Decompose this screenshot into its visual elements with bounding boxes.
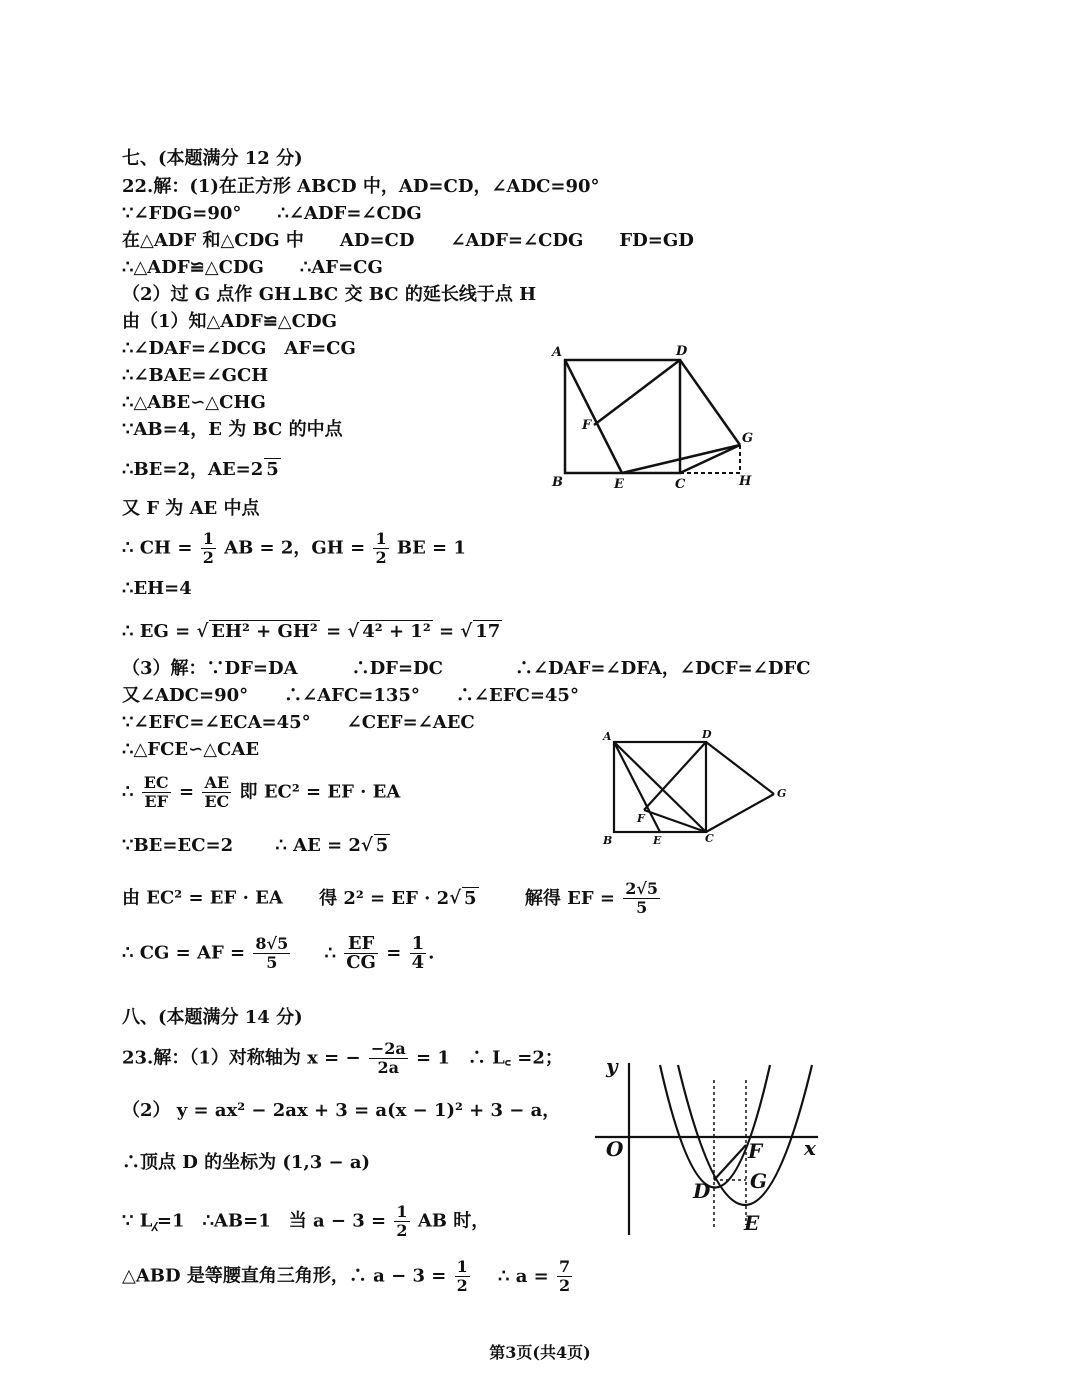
axis-line xyxy=(122,1040,563,1077)
period: . xyxy=(428,942,435,964)
fraction: $\frac{1}{2}$ xyxy=(456,1257,468,1295)
therefore: ∴ xyxy=(122,781,134,803)
ratio-line xyxy=(122,774,400,811)
label-d: D xyxy=(676,344,688,359)
label-a: A xyxy=(552,345,563,360)
be-ec-text: ∵BE=EC=2 xyxy=(122,835,234,856)
label-e: E xyxy=(614,477,624,492)
segment-dg xyxy=(706,742,774,794)
fraction: $\frac{EF}{CG}$ xyxy=(346,933,376,973)
section-8-title: 八、(本题满分 14 分) xyxy=(122,1007,303,1028)
ab-text: AB = 2，GH = xyxy=(224,537,366,559)
solution-line: ∴△ABE∽△CHG xyxy=(122,392,266,413)
sqrt-radicand: EH² + GH² xyxy=(211,621,318,642)
be-ae-text: ∴BE=2，AE=2 xyxy=(122,459,264,480)
solution-line: 又∠ADC=90° ∴∠AFC=135° ∴∠EFC=45° xyxy=(122,685,579,706)
solution-line: ∴∠DAF=∠DCG AF=CG xyxy=(122,338,356,359)
label-c: C xyxy=(675,477,686,492)
sqrt-radicand: 4² + 1² xyxy=(362,621,431,642)
label-d: D xyxy=(693,1179,711,1203)
fraction: $\frac{1}{4}$ xyxy=(411,933,425,973)
page-footer: 第3页(共4页) xyxy=(489,1343,591,1362)
label-e: E xyxy=(653,834,662,847)
square-abcd xyxy=(565,360,680,473)
axis-text: 23.解：（1）对称轴为 x = − xyxy=(122,1047,361,1069)
equation-line: （2） y = ax² − 2ax + 3 = a(x − 1)² + 3 − a， xyxy=(122,1100,561,1121)
eg-text: ∴ EG = xyxy=(122,621,191,642)
therefore: ∴ xyxy=(324,942,336,964)
ab-when-text: AB 时， xyxy=(417,1210,490,1232)
label-f: F xyxy=(748,1139,763,1163)
label-e: E xyxy=(744,1211,760,1235)
equals: = xyxy=(386,942,402,964)
fraction: $\frac{8√5}{5}$ xyxy=(255,934,289,972)
fraction: $\frac{7}{2}$ xyxy=(559,1257,571,1295)
eg-line: ∴ EG = √ EH² + GH² = √ 4² + 1² = √ 17 xyxy=(122,621,501,642)
solution-line: ∵AB=4，E 为 BC 的中点 xyxy=(122,419,343,440)
eh-line: ∴EH=4 xyxy=(122,578,192,599)
label-g: G xyxy=(750,1169,768,1193)
cg-line xyxy=(122,935,434,972)
f-midpoint-line: 又 F 为 AE 中点 xyxy=(122,498,260,519)
ab-line xyxy=(122,1203,489,1240)
be-text: BE = 1 xyxy=(396,537,466,559)
label-f: F xyxy=(582,418,592,433)
segment-dg xyxy=(680,360,740,445)
segment-fd xyxy=(644,742,706,810)
label-g: G xyxy=(742,431,754,446)
geometry-figure-2 xyxy=(598,726,798,851)
solution-line: ∵∠EFC=∠ECA=45° ∠CEF=∠AEC xyxy=(122,712,475,733)
segment-cg xyxy=(680,445,740,473)
label-y: y xyxy=(606,1054,618,1078)
fraction: $\frac{EC}{EF}$ xyxy=(143,773,169,811)
solution-line: 在△ADF 和△CDG 中 AD=CD ∠ADF=∠CDG FD=GD xyxy=(122,230,694,251)
sqrt-radicand: 17 xyxy=(475,621,501,642)
geometry-figure-1 xyxy=(545,340,765,495)
label-g: G xyxy=(777,787,787,800)
sqrt-radicand: 5 xyxy=(464,887,477,909)
segment-fd xyxy=(594,360,680,425)
label-o: O xyxy=(606,1137,624,1161)
be-ec-line: ∵BE=EC=2 ∴ AE = 2√ 5 xyxy=(122,835,389,856)
ratio-text: 即 EC² = EF · EA xyxy=(239,781,401,803)
fraction: $\frac{AE}{EC}$ xyxy=(204,773,230,811)
triangle-line xyxy=(122,1258,574,1295)
segment-ae xyxy=(565,360,622,473)
segment-cg xyxy=(706,794,774,832)
fraction: $\frac{2√5}{5}$ xyxy=(625,879,659,917)
be-ae-line xyxy=(122,458,281,481)
section-7-title: 七、(本题满分 12 分) xyxy=(122,148,303,169)
solution-line: （3）解：∵DF=DA ∴DF=DC ∴∠DAF=∠DFA，∠DCF=∠DFC xyxy=(122,658,811,679)
parabola-figure xyxy=(590,1045,830,1240)
solution-line: ∴∠BAE=∠GCH xyxy=(122,365,269,386)
equals: = xyxy=(178,781,195,803)
label-h: H xyxy=(739,474,752,489)
ec2-text: 由 EC² = EF · EA xyxy=(122,887,283,909)
ch-gh-line xyxy=(122,530,466,567)
de-text: 得 2² = EF · 2 xyxy=(319,887,450,909)
label-c: C xyxy=(705,832,714,845)
segment-df xyxy=(714,1145,746,1180)
ec2-line: 由 EC² = EF · EA 得 2² = EF · 2√ 5 解得 EF = $\frac{2√5}{5}$ xyxy=(122,879,659,917)
solution-line: ∴△FCE∽△CAE xyxy=(122,739,260,760)
segment-ac xyxy=(614,742,706,832)
solution-line: （2）过 G 点作 GH⊥BC 交 BC 的延长线于点 H xyxy=(122,284,537,305)
cg-text: ∴ CG = AF = xyxy=(122,942,246,964)
vertex-line: ∴顶点 D 的坐标为 (1,3 − a) xyxy=(122,1152,371,1173)
equals: = xyxy=(438,621,455,642)
solution-line: ∴△ADF≌△CDG ∴AF=CG xyxy=(122,257,383,278)
ef-text: 解得 EF = xyxy=(524,887,615,909)
triangle-text: △ABD 是等腰直角三角形，∴ a − 3 = xyxy=(122,1265,447,1287)
fraction: $\frac{1}{2}$ xyxy=(375,529,387,567)
ae-text: ∴ AE = 2 xyxy=(275,835,361,856)
ch-text: ∴ CH = xyxy=(122,537,193,559)
solution-line: ∵∠FDG=90° ∴∠ADF=∠CDG xyxy=(122,203,422,224)
solution-line: 22.解：(1)在正方形 ABCD 中，AD=CD，∠ADC=90° xyxy=(122,176,600,197)
label-a: A xyxy=(603,730,612,743)
sqrt-radicand: 5 xyxy=(375,835,389,856)
fraction: $\frac{1}{2}$ xyxy=(396,1202,408,1240)
a-equals: ∴ a = xyxy=(498,1265,549,1287)
label-f: F xyxy=(637,812,645,825)
fraction: $\frac{1}{2}$ xyxy=(202,529,214,567)
ab-text: ∵ L⁁=1 ∴AB=1 当 a − 3 = xyxy=(122,1210,387,1232)
fraction: $\frac{-2a}{2a}$ xyxy=(370,1039,406,1077)
lc-text: = 1 ∴ L꜀ =2； xyxy=(416,1047,563,1069)
label-b: B xyxy=(552,475,563,490)
label-b: B xyxy=(603,834,613,847)
equals: = xyxy=(326,621,342,642)
sqrt-radicand: 5 xyxy=(266,459,279,480)
solution-line: 由（1）知△ADF≌△CDG xyxy=(122,311,337,332)
label-x: x xyxy=(804,1136,816,1160)
label-d: D xyxy=(702,728,712,741)
